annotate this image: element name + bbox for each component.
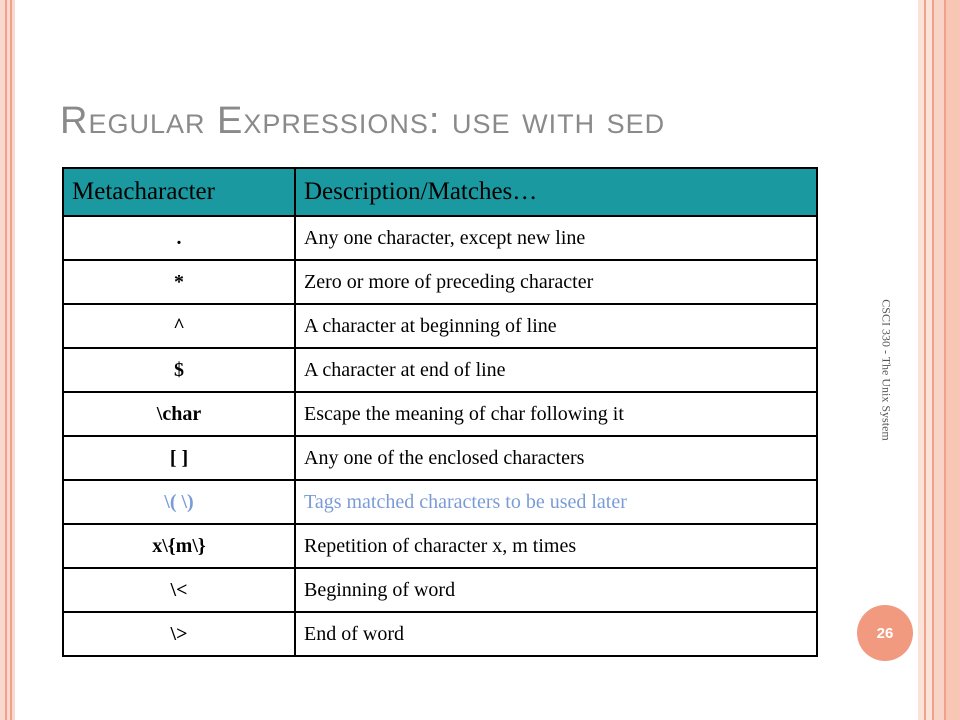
left-decorative-border bbox=[0, 0, 15, 720]
right-stripe bbox=[934, 0, 944, 720]
metacharacter-table bbox=[62, 167, 818, 657]
table-row bbox=[63, 216, 817, 260]
column-header-metacharacter: Metacharacter bbox=[63, 168, 295, 216]
left-border-line bbox=[10, 0, 12, 720]
column-header-description: Description/Matches… bbox=[295, 168, 817, 216]
table-row bbox=[63, 524, 817, 568]
table-row bbox=[63, 348, 817, 392]
description-cell: Escape the meaning of char following it bbox=[295, 392, 817, 436]
metacharacter-cell: \< bbox=[63, 568, 295, 612]
description-cell: Any one of the enclosed characters bbox=[295, 436, 817, 480]
description-cell: Beginning of word bbox=[295, 568, 817, 612]
description-cell: End of word bbox=[295, 612, 817, 656]
metacharacter-cell: . bbox=[63, 216, 295, 260]
right-stripe bbox=[946, 0, 960, 720]
left-border-line bbox=[5, 0, 7, 720]
description-cell: Zero or more of preceding character bbox=[295, 260, 817, 304]
table-header-row bbox=[63, 168, 817, 216]
metacharacter-cell: $ bbox=[63, 348, 295, 392]
description-cell: A character at end of line bbox=[295, 348, 817, 392]
table-row bbox=[63, 436, 817, 480]
description-cell: Repetition of character x, m times bbox=[295, 524, 817, 568]
metacharacter-cell: ^ bbox=[63, 304, 295, 348]
table-row bbox=[63, 304, 817, 348]
metacharacter-cell: x\{m\} bbox=[63, 524, 295, 568]
slide-title: Regular Expressions: use with sed bbox=[60, 100, 666, 142]
metacharacter-cell: \> bbox=[63, 612, 295, 656]
table-row bbox=[63, 392, 817, 436]
page-number-badge: 26 bbox=[857, 605, 913, 661]
metacharacter-cell: \char bbox=[63, 392, 295, 436]
table-row-highlighted bbox=[63, 480, 817, 524]
description-cell: A character at beginning of line bbox=[295, 304, 817, 348]
table-row bbox=[63, 260, 817, 304]
metacharacter-cell: [ ] bbox=[63, 436, 295, 480]
description-cell: Tags matched characters to be used later bbox=[295, 480, 817, 524]
description-cell: Any one character, except new line bbox=[295, 216, 817, 260]
metacharacter-cell: \( \) bbox=[63, 480, 295, 524]
table-row bbox=[63, 612, 817, 656]
side-caption: CSCI 330 - The Unix System bbox=[879, 299, 894, 441]
metacharacter-cell: * bbox=[63, 260, 295, 304]
table-row bbox=[63, 568, 817, 612]
